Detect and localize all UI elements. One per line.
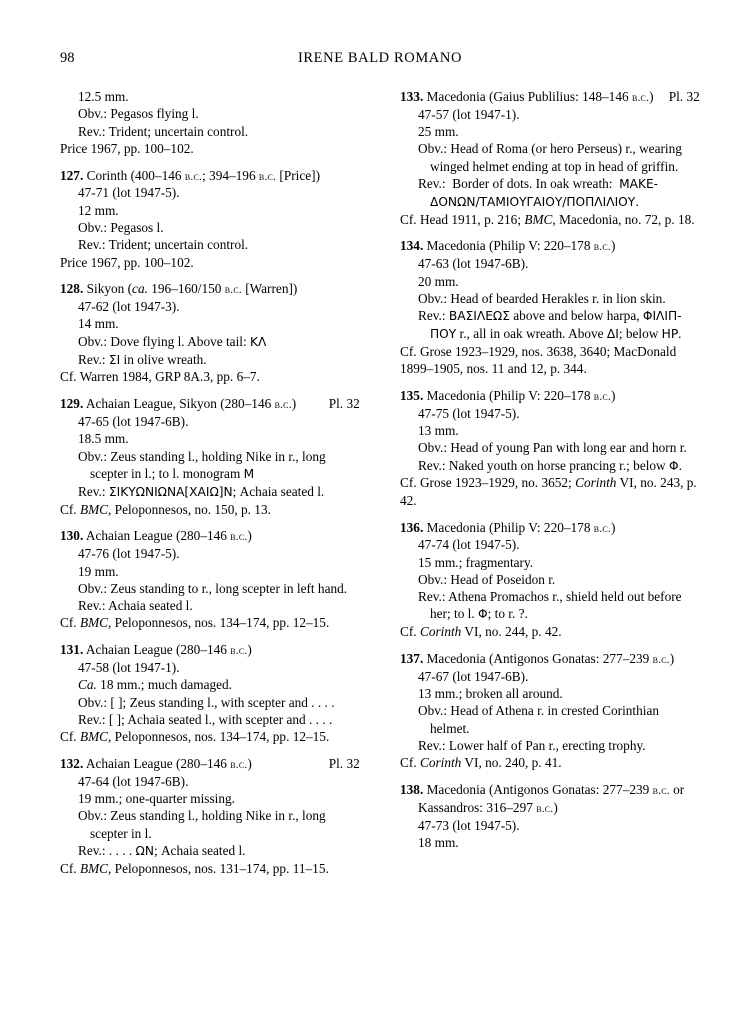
entry-line: 15 mm.; fragmentary. — [418, 554, 534, 570]
entry-title: Macedonia (Philip V: 220–178 b.c.) — [426, 387, 616, 403]
entry-line: 12 mm. — [78, 202, 119, 218]
page-number: 98 — [60, 50, 75, 66]
entry-number: 128. — [60, 281, 84, 297]
catalog-entry-138 — [400, 781, 700, 851]
catalog-entry-130 — [60, 527, 360, 631]
entry-number: 135. — [400, 387, 424, 403]
catalog-entry-128 — [60, 280, 360, 385]
entry-reference: Cf. Warren 1984, GRP 8A.3, pp. 6–7. — [60, 369, 260, 385]
entry-line: Obv.: Zeus standing l., holding Nike in r., long scepter in l. — [78, 808, 326, 841]
entry-reference: Cf. Grose 1923–1929, no. 3652; Corinth VI, no. 243, p. 42. — [400, 475, 697, 508]
catalog-entry-133 — [400, 88, 700, 228]
entry-line: 25 mm. — [418, 124, 459, 140]
entry-line: Ca. 18 mm.; much damaged. — [78, 677, 233, 693]
left-column — [60, 88, 360, 886]
running-title: IRENE BALD ROMANO — [297, 50, 463, 66]
entry-reference: Cf. BMC, Peloponnesos, nos. 131–174, pp. 11–15. — [60, 860, 329, 876]
entry-line: 19 mm.; one-quarter missing. — [78, 791, 235, 806]
entry-line: Obv.: [ ]; Zeus standing l., with scepter and . . . . — [78, 694, 335, 710]
entry-line: Rev.: Achaia seated l. — [78, 598, 193, 614]
entry-title: Macedonia (Antigonos Gonatas: 277–239 b.c.) — [426, 651, 675, 667]
entry-reference: Cf. Grose 1923–1929, nos. 3638, 3640; MacDonald 1899–1905, nos. 11 and 12, p. 344. — [400, 343, 677, 377]
entry-line: Rev.: Trident; uncertain control. — [78, 123, 249, 139]
entry-line: Obv.: Dove flying l. Above tail: ΚΛ — [78, 333, 267, 349]
catalog-entry-129 — [60, 395, 360, 518]
entry-line: 47-58 (lot 1947-1). — [78, 659, 180, 675]
entry-line: 13 mm.; broken all around. — [418, 686, 563, 702]
entry-line: 47-75 (lot 1947-5). — [418, 405, 520, 421]
entry-title: Macedonia (Gaius Publilius: 148–146 b.c.) — [426, 89, 654, 104]
entry-number: 132. — [60, 755, 84, 771]
text-columns — [60, 88, 700, 968]
entry-title: Achaian League (280–146 b.c.) — [85, 755, 252, 771]
plate-reference: Pl. 32 — [328, 396, 360, 412]
entry-title: Macedonia (Philip V: 220–178 b.c.) — [426, 238, 616, 254]
entry-line: 13 mm. — [418, 423, 459, 439]
entry-line: 47-62 (lot 1947-3). — [78, 299, 180, 315]
entry-line: 47-73 (lot 1947-5). — [418, 817, 520, 833]
catalog-entry-127 — [60, 167, 360, 271]
page-header — [60, 50, 700, 70]
entry-title: Sikyon (ca. 196–160/150 b.c. [Warren]) — [86, 281, 298, 297]
catalog-entry-137 — [400, 650, 700, 772]
entry-line: Rev.: Trident; uncertain control. — [78, 237, 249, 253]
entry-number: 129. — [60, 396, 84, 412]
entry-reference: Cf. BMC, Peloponnesos, nos. 134–174, pp. 12–15. — [60, 729, 330, 745]
entry-reference: Price 1967, pp. 100–102. — [60, 140, 194, 156]
entry-line: Rev.: [ ]; Achaia seated l., with scepter and . . . . — [78, 711, 333, 727]
entry-number: 137. — [400, 651, 424, 667]
entry-line: Obv.: Head of Poseidon r. — [418, 571, 556, 587]
entry-line: 47-63 (lot 1947-6B). — [418, 256, 529, 272]
entry-line: Rev.: Athena Promachos r., shield held out before her; to l. Φ; to r. ?. — [418, 589, 682, 622]
entry-line: Rev.: ΣΙ in olive wreath. — [78, 351, 207, 367]
entry-title: Macedonia (Philip V: 220–178 b.c.) — [426, 519, 616, 535]
entry-line: 18.5 mm. — [78, 431, 129, 447]
entry-reference: Cf. BMC, Peloponnesos, no. 150, p. 13. — [60, 501, 271, 517]
entry-line: Obv.: Head of Athena r. in crested Corinthian helmet. — [418, 703, 660, 736]
plate-reference: Pl. 32 — [328, 755, 360, 771]
entry-line: Rev.: ΣΙΚΥΩΝΙΩΝΑ[ΧΑΙΩ]Ν; Achaia seated l. — [78, 483, 325, 499]
entry-line: Obv.: Head of young Pan with long ear and horn r. — [418, 440, 687, 456]
entry-line: Rev.: . . . . ΩΝ; Achaia seated l. — [78, 842, 246, 858]
entry-line: 47-67 (lot 1947-6B). — [418, 668, 529, 684]
entry-reference: Cf. Corinth VI, no. 244, p. 42. — [400, 624, 562, 640]
entry-line: 19 mm. — [78, 563, 119, 579]
entry-line: Rev.: Border of dots. In oak wreath: ΜΑΚΕ-ΔΟΝΩΝ/ΤΑΜΙΟΥΓΑΙΟΥ/ΠΟΠΛΙΛΙΟΥ. — [418, 175, 659, 209]
entry-line: 18 mm. — [418, 835, 459, 851]
entry-line: 20 mm. — [418, 273, 459, 289]
catalog-entry-continuation — [60, 88, 360, 157]
entry-line: Obv.: Zeus standing to r., long scepter in left hand. — [78, 580, 348, 596]
entry-line: 47-71 (lot 1947-5). — [78, 185, 180, 201]
entry-line: 12.5 mm. — [78, 89, 129, 104]
entry-line: Obv.: Pegasos l. — [78, 220, 164, 236]
entry-line: 47-76 (lot 1947-5). — [78, 546, 180, 562]
entry-title: Achaian League (280–146 b.c.) — [85, 642, 252, 658]
entry-line: Obv.: Head of bearded Herakles r. in lion skin. — [418, 290, 666, 306]
entry-number: 136. — [400, 519, 424, 535]
entry-line: 47-65 (lot 1947-6B). — [78, 414, 189, 430]
catalog-entry-136 — [400, 519, 700, 641]
entry-number: 130. — [60, 528, 84, 544]
entry-line: Rev.: ΒΑΣΙΛΕΩΣ above and below harpa, ΦΙΛΙΠ-ΠΟΥ r., all in oak wreath. Above ΔΙ; below ΗР. — [418, 308, 682, 341]
entry-line: 47-74 (lot 1947-5). — [418, 537, 520, 553]
entry-title: Achaian League, Sikyon (280–146 b.c.) — [85, 396, 297, 412]
entry-title: Achaian League (280–146 b.c.) — [85, 528, 252, 544]
catalog-entry-135 — [400, 387, 700, 509]
entry-line: 14 mm. — [78, 316, 119, 332]
entry-number: 127. — [60, 167, 84, 183]
entry-title: Macedonia (Antigonos Gonatas: 277–239 b.c. or Kassandros: 316–297 b.c.) — [418, 782, 685, 815]
entry-title: Corinth (400–146 b.c.; 394–196 b.c. [Price]) — [86, 167, 321, 183]
entry-line: Obv.: Head of Roma (or hero Perseus) r., wearing winged helmet ending at top in head of griffin. — [418, 141, 682, 174]
entry-reference: Price 1967, pp. 100–102. — [60, 254, 194, 270]
entry-line: 47-64 (lot 1947-6B). — [78, 773, 189, 789]
plate-reference: Pl. 32 — [668, 89, 700, 104]
entry-number: 134. — [400, 238, 424, 254]
catalog-entry-134 — [400, 237, 700, 377]
entry-reference: Cf. Head 1911, p. 216; BMC, Macedonia, no. 72, p. 18. — [400, 211, 695, 227]
right-column — [400, 88, 700, 861]
entry-number: 133. — [400, 89, 424, 104]
entry-line: Obv.: Pegasos flying l. — [78, 106, 199, 122]
entry-line: Rev.: Lower half of Pan r., erecting trophy. — [418, 738, 646, 754]
entry-line: 47-57 (lot 1947-1). — [418, 106, 520, 122]
catalog-entry-131 — [60, 641, 360, 745]
entry-number: 131. — [60, 642, 84, 658]
entry-reference: Cf. BMC, Peloponnesos, nos. 134–174, pp. 12–15. — [60, 615, 330, 631]
entry-reference: Cf. Corinth VI, no. 240, p. 41. — [400, 755, 562, 771]
catalog-entry-132 — [60, 755, 360, 877]
entry-line: Rev.: Naked youth on horse prancing r.; below Φ. — [418, 457, 682, 473]
entry-line: Obv.: Zeus standing l., holding Nike in r., long scepter in l.; to l. monogram М — [78, 448, 326, 481]
entry-number: 138. — [400, 782, 424, 798]
